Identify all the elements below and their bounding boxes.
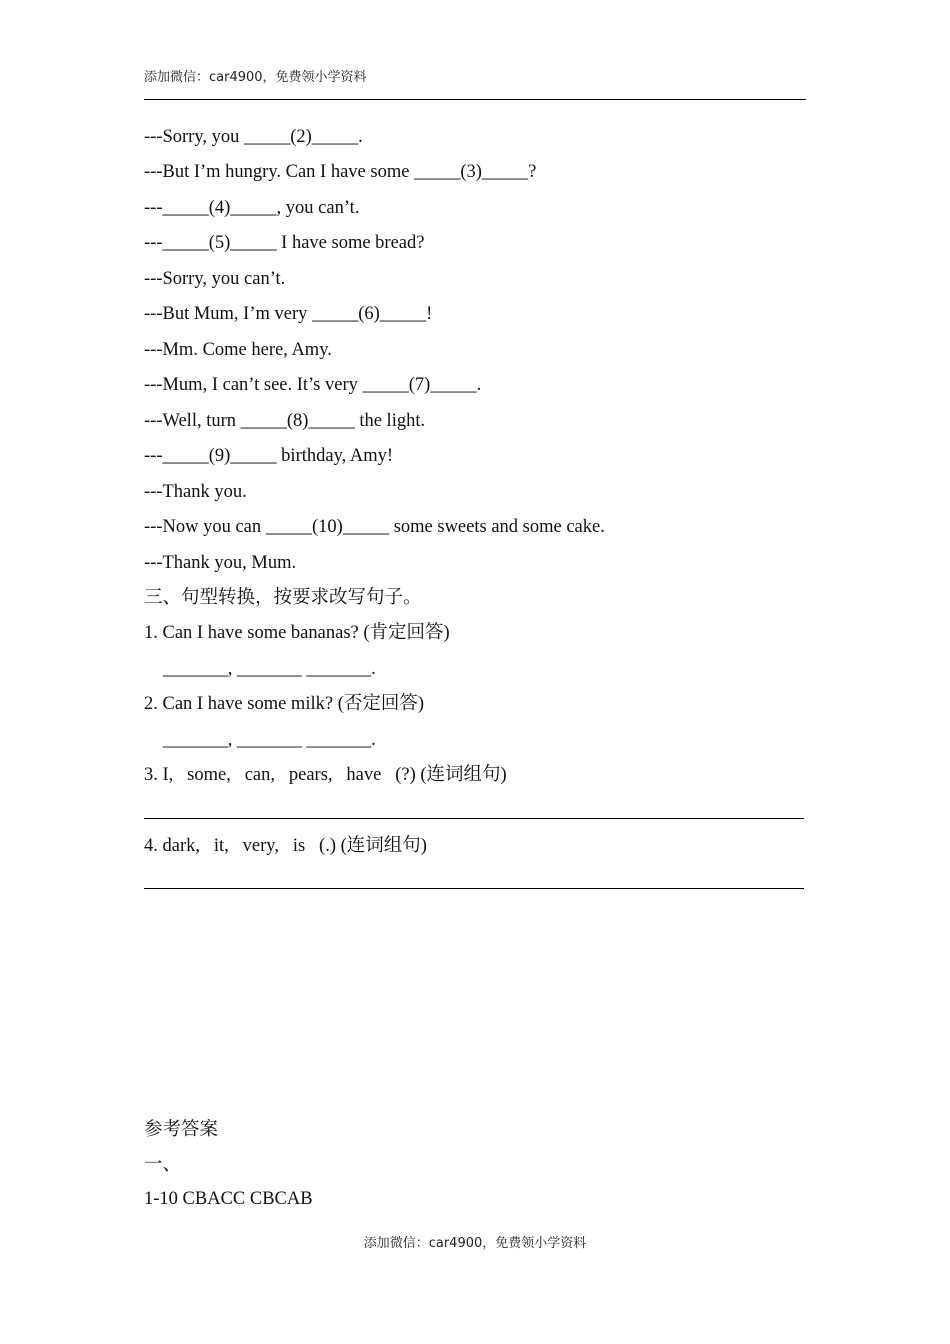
dialogue-line-4: ---_____(5)_____ I have some bread? (144, 233, 425, 253)
question-3: 3. I, some, can, pears, have (?) (连词组句) (144, 765, 507, 785)
question-3-answer-line (144, 818, 804, 819)
question-1-answer-blanks: _______, _______ _______. (163, 659, 376, 679)
dialogue-line-2: ---But I’m hungry. Can I have some _____(3)_____? (144, 162, 537, 182)
dialogue-line-8: ---Mum, I can’t see. It’s very _____(7)_____. (144, 375, 482, 395)
header-divider (144, 99, 806, 100)
dialogue-line-7: ---Mm. Come here, Amy. (144, 340, 332, 360)
dialogue-line-13: ---Thank you, Mum. (144, 553, 297, 573)
dialogue-line-6: ---But Mum, I’m very _____(6)_____! (144, 304, 433, 324)
dialogue-line-11: ---Thank you. (144, 482, 247, 502)
answer-key-line-1: 1-10 CBACC CBCAB (144, 1189, 313, 1209)
question-4: 4. dark, it, very, is (.) (连词组句) (144, 836, 427, 856)
page-header: 添加微信：car4900，免费领小学资料 (144, 70, 367, 85)
dialogue-line-12: ---Now you can _____(10)_____ some sweets and some cake. (144, 517, 605, 537)
dialogue-line-10: ---_____(9)_____ birthday, Amy! (144, 446, 394, 466)
dialogue-line-1: ---Sorry, you _____(2)_____. (144, 127, 363, 147)
question-4-answer-line (144, 888, 804, 889)
question-2: 2. Can I have some milk? (否定回答) (144, 694, 425, 714)
dialogue-line-9: ---Well, turn _____(8)_____ the light. (144, 411, 426, 431)
question-2-answer-blanks: _______, _______ _______. (163, 730, 376, 750)
answer-key-section-1: 一、 (144, 1155, 182, 1175)
dialogue-line-3: ---_____(4)_____, you can’t. (144, 198, 360, 218)
dialogue-line-5: ---Sorry, you can’t. (144, 269, 286, 289)
question-1: 1. Can I have some bananas? (肯定回答) (144, 623, 450, 643)
page-footer: 添加微信：car4900，免费领小学资料 (363, 1236, 587, 1251)
section-3-title: 三、句型转换，按要求改写句子。 (144, 588, 422, 608)
answer-key-title: 参考答案 (144, 1120, 219, 1140)
